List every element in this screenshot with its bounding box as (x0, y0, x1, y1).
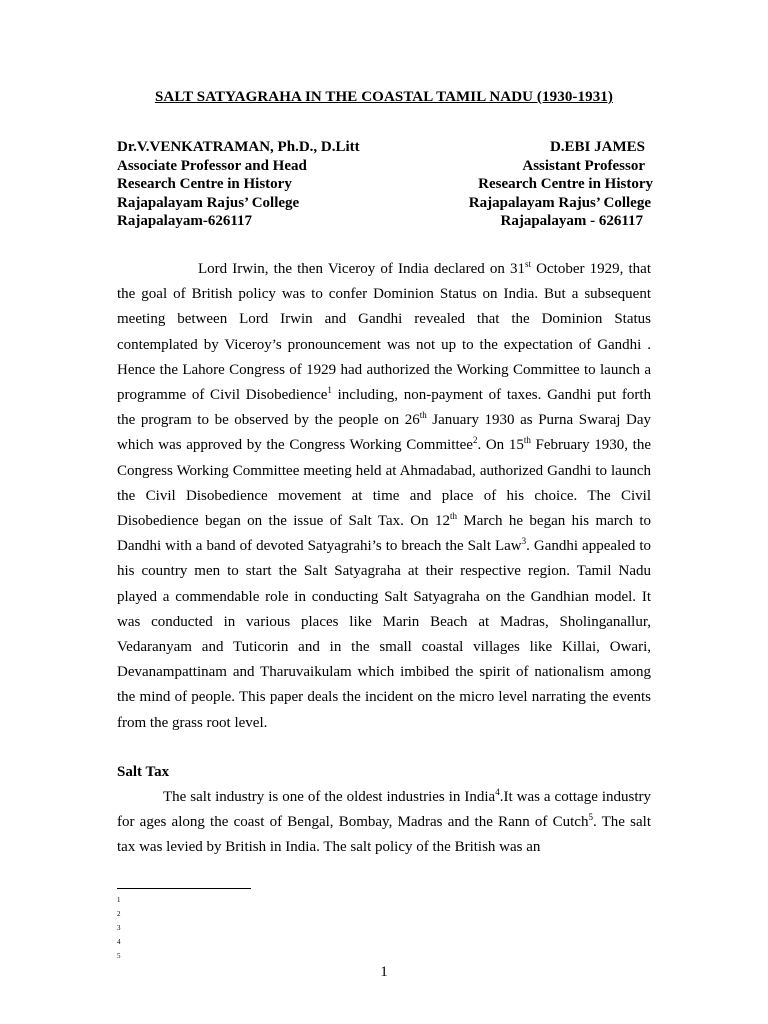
footnote-marker: 1 (117, 896, 121, 904)
author-row (117, 157, 653, 176)
author-right-name: D.EBI JAMES (549, 139, 645, 155)
footnote-separator (117, 888, 251, 889)
salt-tax-paragraph (117, 785, 651, 861)
author-block (117, 138, 653, 231)
text-run: including, non-payment of taxes. Gandhi put forth the program to be observed by the people on 26 (117, 387, 652, 429)
author-row (117, 212, 653, 231)
superscript: th (419, 410, 427, 421)
footnote-list (117, 893, 121, 963)
text-run: October 1929, that the goal of British policy was to confer Dominion Status on India. But a subsequent meeting between Lord Irwin and Gandhi revealed that the Dominion Status contemplated by Viceroy’s pronouncement was not up to the expectation of Gandhi . Hence the Lahore Congress of 1929 had authorized the Working Committee to launch a programme of Civil Disobedience (117, 261, 651, 404)
text-run: .It was a cottage industry for ages along the coast of Bengal, Bombay, Madras and the Rann of Cutch (117, 789, 651, 831)
section-heading: Salt Tax (117, 764, 170, 780)
author-left-name: Dr.V.VENKATRAMAN, Ph.D., D.Litt (117, 139, 360, 155)
page-number: 1 (380, 964, 388, 980)
author-left-college: Rajapalayam Rajus’ College (117, 194, 300, 211)
text-run: February 1930, the Congress Working Committee meeting held at Ahmadabad, authorized Gandhi to launch the Civil Disobedience movement at time and place of his choice. The Civil Disobedience began on the issue of Salt Tax. On 12 (117, 437, 651, 530)
author-right-address: Rajapalayam - 626117 (500, 213, 643, 229)
footnote-ref[interactable]: 5 (588, 812, 593, 823)
author-left-address: Rajapalayam-626117 (117, 213, 252, 229)
text-run: . The salt tax was levied by British in India. The salt policy of the British was an (117, 814, 651, 856)
footnote-marker: 5 (117, 952, 121, 960)
author-left-title: Associate Professor and Head (117, 157, 307, 174)
paper-title: SALT SATYAGRAHA IN THE COASTAL TAMIL NADU (1930-1931) (154, 89, 614, 105)
intro-paragraph (117, 257, 651, 736)
text-run: January 1930 as Purna Swaraj Day which was approved by the Congress Working Committee (117, 412, 652, 454)
superscript: st (525, 259, 532, 269)
text-run: March he began his march to Dandhi with a band of devoted Satyagrahi’s to breach the Salt Law (117, 513, 651, 555)
salt-tax-section (117, 785, 651, 861)
text-run: . Gandhi appealed to his country men to start the Salt Satyagraha at their respective region. Tamil Nadu played a commendable role in conducting Salt Satyagraha on the Gandhian model. It was conducted in various places like Marin Beach at Madras, Sholinganallur, Vedaranyam and Tuticorin and in the small coastal villages like Killai, Owari, Devanampattinam and Tharuvaikulam which imbibed the spirit of nationalism among the mind of people. This paper deals the incident on the micro level narrating the events from the grass root level. (117, 538, 652, 731)
footnote-marker: 2 (117, 910, 121, 918)
author-right-title: Assistant Professor (522, 157, 645, 174)
author-left-dept: Research Centre in History (117, 176, 292, 192)
footnote-marker: 4 (117, 938, 121, 946)
author-row (117, 175, 653, 194)
text-run: . On 15 (477, 437, 524, 454)
author-row (117, 138, 653, 157)
author-right-college: Rajapalayam Rajus’ College (468, 194, 651, 211)
footnote-ref[interactable]: 1 (327, 385, 332, 396)
superscript: th (450, 511, 458, 522)
intro-section (117, 257, 651, 736)
footnote-ref[interactable]: 3 (521, 536, 527, 547)
superscript: th (523, 435, 531, 446)
footnote-ref[interactable]: 4 (495, 787, 500, 797)
text-run: Lord Irwin, the then Viceroy of India declared on 31 (198, 261, 526, 277)
author-row (117, 194, 653, 213)
footnote-marker: 3 (117, 924, 121, 932)
footnote-ref[interactable]: 2 (472, 435, 478, 446)
text-run: The salt industry is one of the oldest industries in India (163, 789, 496, 805)
author-right-dept: Research Centre in History (478, 176, 653, 192)
